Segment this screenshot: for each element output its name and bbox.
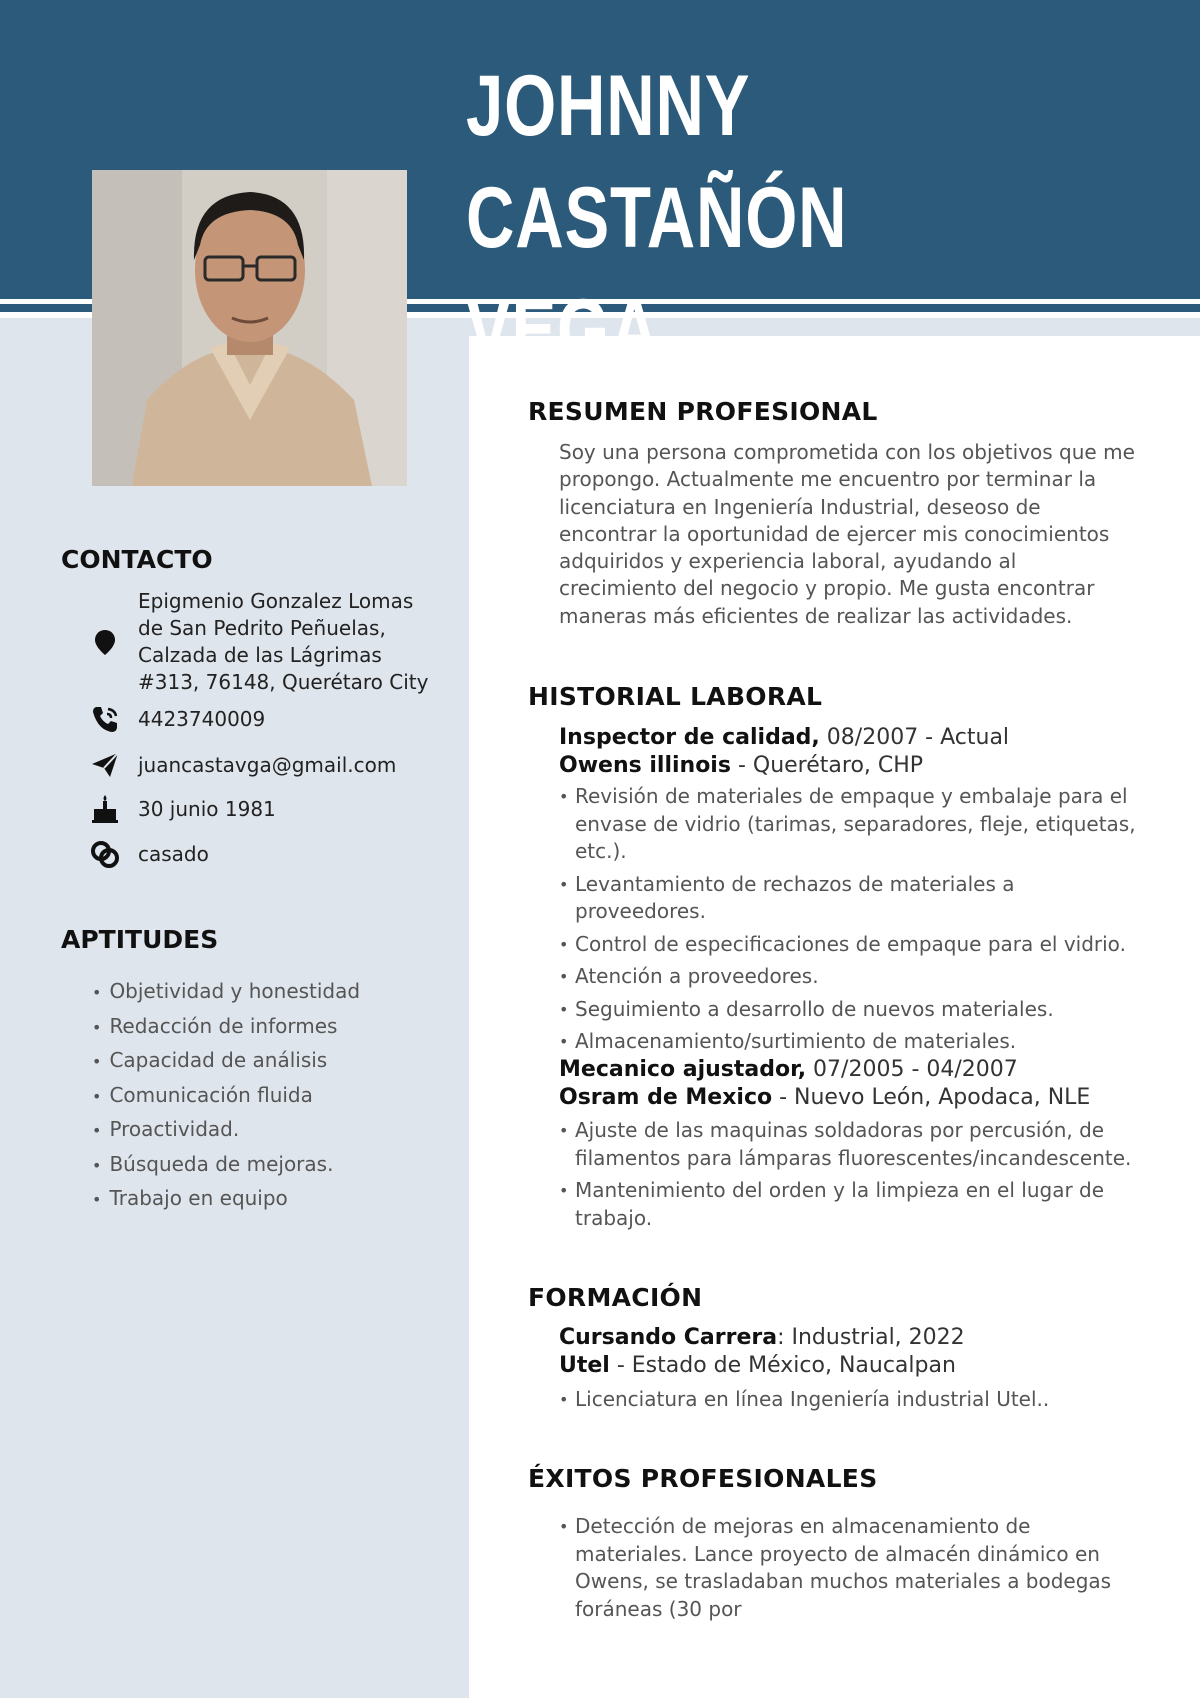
location-pin-icon: [90, 627, 120, 657]
job-bullet: • Mantenimiento del orden y la limpieza en el lugar de trabajo.: [559, 1177, 1139, 1232]
contact-address: [90, 588, 430, 696]
address-text: [138, 588, 428, 696]
job-bullet: • Almacenamiento/surtimiento de materiales.: [559, 1028, 1139, 1056]
job-company: Owens illinois: [559, 753, 731, 778]
skill-item: • Comunicación fluida: [92, 1079, 360, 1114]
education-header: [559, 1324, 965, 1380]
address-line: Epigmenio Gonzalez Lomas: [138, 589, 414, 613]
rings-icon: [90, 839, 120, 869]
work-history-title: HISTORIAL LABORAL: [528, 682, 823, 711]
skill-item: • Trabajo en equipo: [92, 1182, 360, 1217]
job-role: Inspector de calidad,: [559, 725, 820, 750]
name-line-2: VEGA: [466, 282, 660, 378]
skill-item: • Búsqueda de mejoras.: [92, 1148, 360, 1183]
skill-item: • Capacidad de análisis: [92, 1044, 360, 1079]
birthday-cake-icon: [90, 794, 120, 824]
education-detail: : Industrial, 2022: [777, 1325, 965, 1350]
job-dates: 08/2007 - Actual: [819, 725, 1010, 750]
phone-icon: [90, 704, 120, 734]
email-text: juancastavga@gmail.com: [138, 752, 397, 777]
education-degree: Cursando Carrera: [559, 1325, 778, 1350]
contact-email: [90, 750, 430, 780]
job-2-header: [559, 1056, 1090, 1112]
candidate-name: [466, 50, 1012, 386]
job-2-bullets: [559, 1117, 1139, 1237]
job-bullet: • Atención a proveedores.: [559, 963, 1139, 991]
job-1-bullets: [559, 783, 1139, 1061]
achievement-bullet: • Detección de mejoras en almacenamiento de materiales. Lance proyecto de almacén dinámico en Owens, se trasladaban muchos materiales a bodegas foráneas (30 por: [559, 1513, 1139, 1623]
contact-birthdate: [90, 794, 430, 824]
achievements-title: ÉXITOS PROFESIONALES: [528, 1464, 878, 1493]
job-1-header: [559, 724, 1009, 780]
job-bullet: • Control de especificaciones de empaque para el vidrio.: [559, 931, 1139, 959]
achievements-bullets: [559, 1513, 1139, 1628]
education-bullet: • Licenciatura en línea Ingeniería industrial Utel..: [559, 1386, 1139, 1414]
job-company: Osram de Mexico: [559, 1085, 773, 1110]
education-school: Utel: [559, 1353, 610, 1378]
paper-plane-icon: [90, 750, 120, 780]
education-bullets: [559, 1386, 1139, 1419]
marital-status-text: casado: [138, 841, 209, 866]
job-location: - Nuevo León, Apodaca, NLE: [772, 1085, 1091, 1110]
address-line: de San Pedrito Peñuelas,: [138, 616, 386, 640]
job-bullet: • Ajuste de las maquinas soldadoras por percusión, de filamentos para lámparas fluorescentes/incandescente.: [559, 1117, 1139, 1172]
skill-item: • Proactividad.: [92, 1113, 360, 1148]
job-location: - Querétaro, CHP: [730, 753, 924, 778]
job-bullet: • Levantamiento de rechazos de materiales a proveedores.: [559, 871, 1139, 926]
skills-title: APTITUDES: [61, 925, 219, 954]
address-line: #313, 76148, Querétaro City: [138, 670, 429, 694]
skills-list: [92, 975, 360, 1217]
address-line: Calzada de las Lágrimas: [138, 643, 382, 667]
name-line-1: JOHNNY CASTAÑÓN: [466, 58, 848, 266]
profile-photo: [92, 170, 407, 486]
summary-text: Soy una persona comprometida con los objetivos que me propongo. Actualmente me encuentro por terminar la licenciatura en Ingeniería Industrial, deseoso de encontrar la oportunidad de ejercer mis conocimientos adquiridos y experiencia laboral, ayudando al crecimiento del negocio y propio. Me gusta encontrar maneras más eficientes de realizar las actividades.: [559, 440, 1135, 628]
contact-title: CONTACTO: [61, 545, 213, 574]
birthdate-text: 30 junio 1981: [138, 796, 276, 821]
education-title: FORMACIÓN: [528, 1283, 703, 1312]
job-bullet: • Revisión de materiales de empaque y embalaje para el envase de vidrio (tarimas, separadores, fleje, etiquetas, etc.).: [559, 783, 1139, 866]
skill-item: • Objetividad y honestidad: [92, 975, 360, 1010]
contact-phone: [90, 704, 430, 734]
skill-item: • Redacción de informes: [92, 1010, 360, 1045]
job-bullet: • Seguimiento a desarrollo de nuevos materiales.: [559, 996, 1139, 1024]
summary-title: RESUMEN PROFESIONAL: [528, 397, 878, 426]
job-dates: 07/2005 - 04/2007: [806, 1057, 1018, 1082]
job-role: Mecanico ajustador,: [559, 1057, 807, 1082]
phone-text: 4423740009: [138, 706, 266, 731]
contact-marital-status: [90, 839, 430, 869]
education-location: - Estado de México, Naucalpan: [609, 1353, 956, 1378]
